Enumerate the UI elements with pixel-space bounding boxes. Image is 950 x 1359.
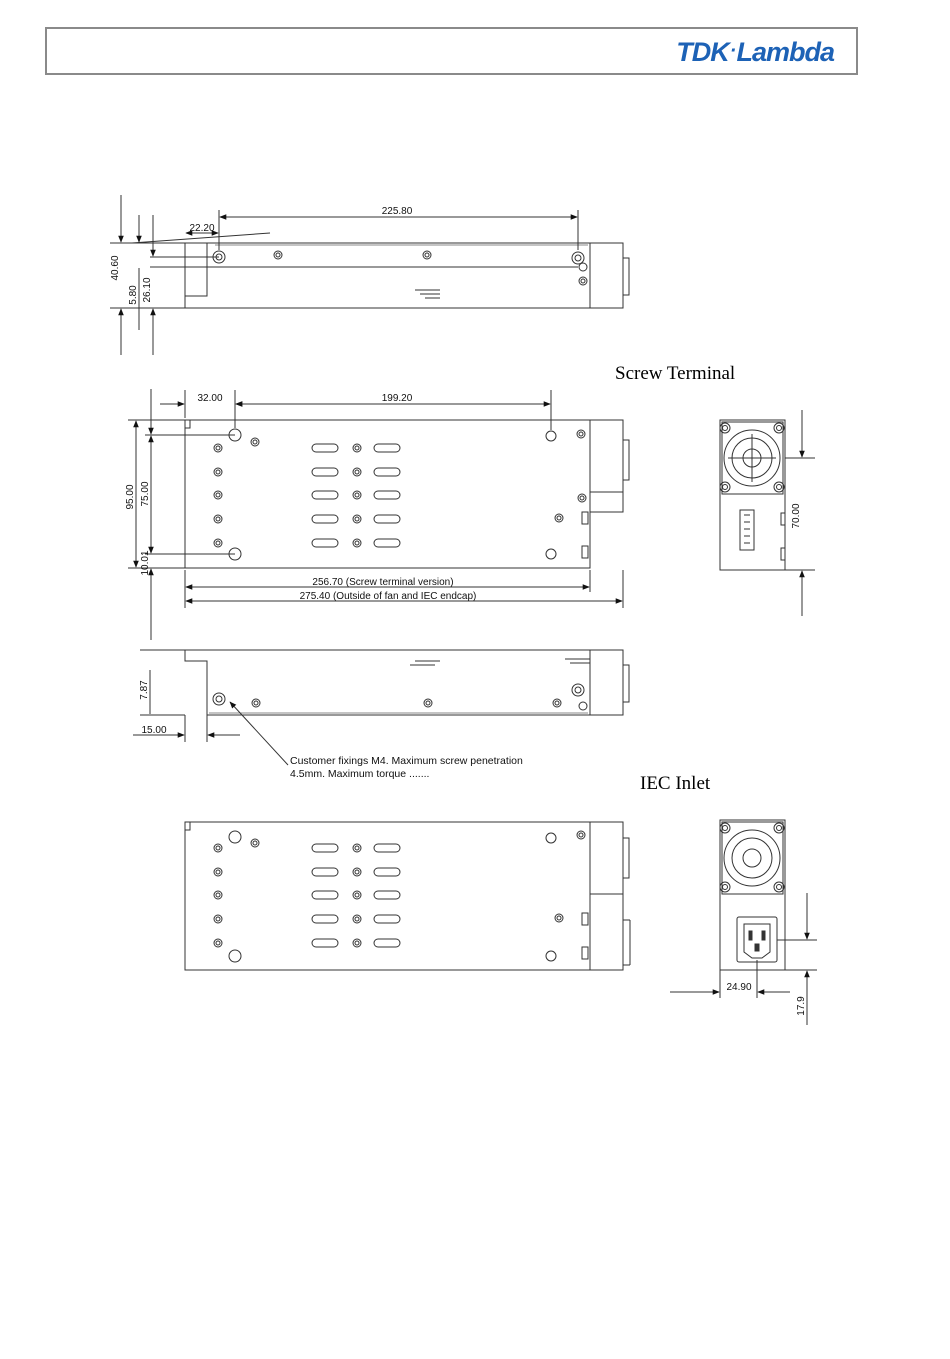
- dim-256-70: 256.70 (Screw terminal version): [312, 577, 454, 588]
- tdk-lambda-logo: TDK·Lambda: [676, 37, 834, 67]
- dim-32-00: 32.00: [197, 393, 223, 404]
- dim-225-80: 225.80: [381, 206, 413, 217]
- dim-17-9: 17.9: [796, 996, 807, 1016]
- dim-26-10: 26.10: [142, 277, 153, 303]
- iec-inlet-label: IEC Inlet: [640, 773, 711, 794]
- end-view-iec-inlet: [670, 820, 817, 1025]
- dim-15-00: 15.00: [141, 725, 167, 736]
- plan-hole-column: [214, 444, 361, 547]
- dim-95-00: 95.00: [125, 484, 136, 510]
- iec-plan-hole-column: [214, 844, 361, 947]
- screw-terminal-label: Screw Terminal: [615, 363, 736, 384]
- plan-view: [128, 389, 629, 640]
- note-line-2: 4.5mm. Maximum torque .......: [290, 768, 430, 780]
- dim-24-90: 24.90: [726, 982, 752, 993]
- dim-22-20: 22.20: [189, 223, 215, 234]
- dim-40-60: 40.60: [110, 255, 121, 281]
- note-line-1: Customer fixings M4. Maximum screw penetration: [290, 755, 523, 767]
- dim-70-00: 70.00: [791, 503, 802, 529]
- dim-275-40: 275.40 (Outside of fan and IEC endcap): [299, 591, 477, 602]
- dim-10-01: 10.01: [140, 550, 151, 576]
- side-view-top: [110, 195, 629, 355]
- dim-7-87: 7.87: [139, 680, 150, 700]
- plan-slots: [312, 444, 400, 547]
- dim-5-80: 5.80: [128, 285, 139, 305]
- side-view-bottom: [133, 650, 629, 765]
- iec-plan-slots: [312, 844, 400, 947]
- plan-view-iec: [185, 822, 630, 970]
- dim-75-00: 75.00: [140, 481, 151, 507]
- dim-199-20: 199.20: [381, 393, 413, 404]
